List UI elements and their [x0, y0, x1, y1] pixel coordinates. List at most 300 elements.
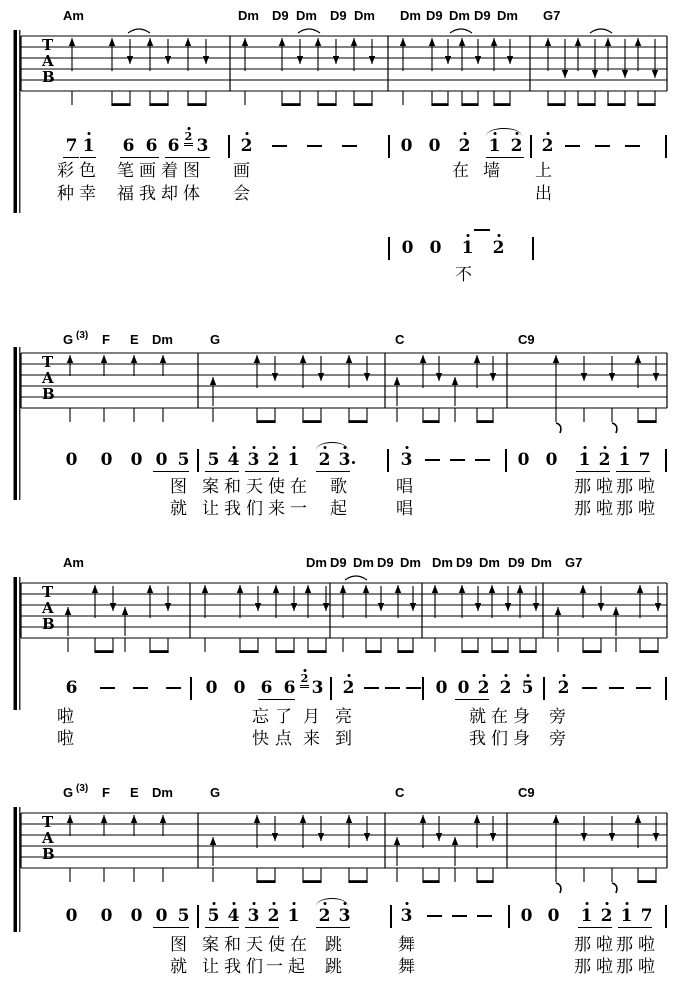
lyric-syllable: 来: [303, 729, 320, 749]
chord-label: Am: [63, 8, 84, 23]
jianpu-note: 3: [196, 136, 209, 156]
tab-clef-letter: B: [42, 68, 55, 86]
chord-label: D9: [272, 8, 289, 23]
lyric-syllable: 不: [455, 265, 472, 285]
lyric-syllable: 舞: [398, 957, 415, 977]
lyric-syllable: 种: [57, 184, 74, 204]
jianpu-note: 1: [82, 136, 95, 156]
lyric-syllable: 天: [246, 935, 263, 955]
octave-dot: [232, 902, 235, 905]
jianpu-note: 6: [167, 136, 180, 156]
lyric-syllable: 福: [117, 184, 134, 204]
jianpu-dash: [385, 687, 400, 689]
up-arrowhead-icon: [202, 585, 208, 593]
tab-clef-letter: B: [42, 845, 55, 863]
up-arrowhead-icon: [580, 585, 586, 593]
jianpu-note: 2: [598, 450, 611, 470]
chord-label: C: [395, 785, 405, 800]
octave-dot: [466, 234, 469, 237]
jianpu-beam-underline: [578, 927, 612, 928]
chord-label: G7: [543, 8, 561, 23]
jianpu-note: 0: [400, 136, 413, 156]
chord-label: (3): [76, 783, 89, 794]
up-arrowhead-icon: [147, 38, 153, 46]
tie-arc: [345, 576, 367, 580]
up-arrowhead-icon: [131, 355, 137, 363]
jianpu-note: 1: [287, 906, 300, 926]
jianpu-barline: [505, 449, 507, 472]
down-arrowhead-icon: [533, 603, 539, 611]
tab-clef-letter: T: [42, 36, 54, 54]
up-arrowhead-icon: [346, 355, 352, 363]
up-arrowhead-icon: [395, 585, 401, 593]
tie-arc: [128, 29, 150, 33]
up-arrowhead-icon: [185, 38, 191, 46]
jianpu-note: 0: [130, 906, 143, 926]
eighth-beam: [149, 103, 168, 106]
jianpu-note: 0: [429, 238, 442, 258]
octave-dot: [232, 446, 235, 449]
octave-dot: [347, 674, 350, 677]
lyric-syllable: 图: [183, 161, 200, 181]
up-arrowhead-icon: [420, 355, 426, 363]
octave-dot: [272, 902, 275, 905]
lyric-syllable: 那: [574, 477, 591, 497]
lyric-syllable: 啦: [638, 499, 655, 519]
jianpu-note: 3: [311, 678, 324, 698]
jianpu-note: 0: [65, 906, 78, 926]
jianpu-note: 0: [547, 906, 560, 926]
jianpu-note: 3: [338, 906, 351, 926]
jianpu-barline: [665, 677, 667, 700]
eighth-flag: [556, 883, 561, 893]
lyric-syllable: 起: [288, 957, 305, 977]
lyric-syllable: 起: [330, 499, 347, 519]
eighth-beam: [302, 880, 321, 883]
eighth-beam: [476, 880, 493, 883]
lyric-syllable: 那: [574, 499, 591, 519]
jianpu-beam-underline: [120, 157, 159, 158]
lyric-syllable: 那: [616, 499, 633, 519]
chord-label: C: [395, 332, 405, 347]
jianpu-note: 2: [600, 906, 613, 926]
down-arrowhead-icon: [436, 373, 442, 381]
lyric-syllable: 歌: [330, 477, 347, 497]
octave-dot: [292, 902, 295, 905]
eighth-beam: [256, 420, 275, 423]
jianpu-note: 0: [428, 136, 441, 156]
down-arrowhead-icon: [592, 70, 598, 78]
lyric-syllable: 却: [161, 184, 178, 204]
chord-label: C9: [518, 785, 535, 800]
down-arrowhead-icon: [581, 373, 587, 381]
chord-label: (3): [76, 330, 89, 341]
lyric-syllable: 就: [469, 707, 486, 727]
down-arrowhead-icon: [655, 603, 661, 611]
down-arrowhead-icon: [364, 373, 370, 381]
octave-dot: [463, 132, 466, 135]
lyric-syllable: 啦: [638, 935, 655, 955]
jianpu-note: 1: [461, 238, 474, 258]
eighth-beam: [519, 650, 536, 653]
lyric-syllable: 啦: [638, 957, 655, 977]
lyric-syllable: 快: [252, 729, 269, 749]
up-arrowhead-icon: [69, 38, 75, 46]
chord-label: G: [63, 785, 74, 800]
down-arrowhead-icon: [490, 833, 496, 841]
jianpu-dash: [450, 459, 465, 461]
down-arrowhead-icon: [507, 56, 513, 64]
up-arrowhead-icon: [517, 585, 523, 593]
up-arrowhead-icon: [474, 815, 480, 823]
jianpu-dash: [595, 145, 610, 147]
chord-label: E: [130, 785, 139, 800]
octave-dot: [605, 902, 608, 905]
down-arrowhead-icon: [255, 603, 261, 611]
up-arrowhead-icon: [432, 585, 438, 593]
jianpu-note: 2: [499, 678, 512, 698]
octave-dot: [245, 132, 248, 135]
up-arrowhead-icon: [92, 585, 98, 593]
jianpu-note: 5: [207, 906, 220, 926]
up-arrowhead-icon: [67, 355, 73, 363]
down-arrowhead-icon: [369, 56, 375, 64]
jianpu-note: 1: [578, 450, 591, 470]
octave-dot: [546, 132, 549, 135]
lyric-syllable: 忘: [252, 707, 269, 727]
lyric-syllable: 在: [290, 935, 307, 955]
down-arrowhead-icon: [203, 56, 209, 64]
lyric-syllable: 旁: [549, 707, 566, 727]
chord-label: G: [210, 785, 221, 800]
lyric-syllable: 点: [275, 729, 292, 749]
octave-dot: [585, 902, 588, 905]
lyric-syllable: 那: [616, 477, 633, 497]
chord-label: E: [130, 332, 139, 347]
tab-clef-letter: B: [42, 615, 55, 633]
lyric-syllable: 和: [224, 935, 241, 955]
lyric-syllable: 使: [268, 477, 285, 497]
eighth-beam: [422, 880, 439, 883]
lyric-syllable: 那: [616, 935, 633, 955]
chord-label: D9: [508, 555, 525, 570]
down-arrowhead-icon: [652, 70, 658, 78]
jianpu-dash: [565, 145, 580, 147]
lyric-syllable: 墙: [483, 161, 500, 181]
lyric-syllable: 旁: [549, 729, 566, 749]
octave-dot: [504, 674, 507, 677]
eighth-flag: [556, 423, 561, 433]
eighth-beam: [607, 103, 625, 106]
up-arrowhead-icon: [394, 837, 400, 845]
jianpu-beam-underline: [63, 157, 79, 158]
lyric-syllable: 啦: [57, 707, 74, 727]
jianpu-beam-underline: [316, 471, 350, 472]
jianpu-note: 2: [342, 678, 355, 698]
lyric-syllable: 上: [535, 161, 552, 181]
lyric-syllable: 图: [170, 477, 187, 497]
jianpu-grace-note: 2: [300, 673, 309, 688]
up-arrowhead-icon: [254, 815, 260, 823]
down-arrowhead-icon: [445, 56, 451, 64]
lyric-syllable: 在: [290, 477, 307, 497]
chord-label: Dm: [432, 555, 453, 570]
up-arrowhead-icon: [553, 355, 559, 363]
jianpu-barline: [228, 135, 230, 158]
system-brace-thick: [14, 577, 18, 710]
down-arrowhead-icon: [318, 833, 324, 841]
jianpu-beam-underline: [245, 927, 279, 928]
octave-dot: [405, 902, 408, 905]
jianpu-note: 5: [177, 450, 190, 470]
lyric-syllable: 啦: [596, 957, 613, 977]
up-arrowhead-icon: [346, 815, 352, 823]
jianpu-barline: [330, 677, 332, 700]
eighth-flag: [612, 883, 617, 893]
jianpu-barline: [665, 449, 667, 472]
jianpu-dash: [406, 687, 421, 689]
lyric-syllable: 跳: [325, 957, 342, 977]
octave-dot: [526, 674, 529, 677]
jianpu-barline: [665, 905, 667, 928]
jianpu-note: 6: [65, 678, 78, 698]
jianpu-note: 0: [545, 450, 558, 470]
jianpu-beam-underline: [258, 699, 295, 700]
lyric-syllable: 唱: [396, 477, 413, 497]
lyric-syllable: 亮: [335, 707, 352, 727]
chord-label: G: [210, 332, 221, 347]
lyric-syllable: 色: [79, 161, 96, 181]
eighth-flag: [612, 423, 617, 433]
down-arrowhead-icon: [609, 833, 615, 841]
up-arrowhead-icon: [635, 38, 641, 46]
chord-label: D9: [330, 8, 347, 23]
eighth-beam: [637, 420, 656, 423]
jianpu-note: 6: [145, 136, 158, 156]
down-arrowhead-icon: [653, 833, 659, 841]
jianpu-dash: [427, 915, 442, 917]
eighth-beam: [149, 650, 168, 653]
octave-dot: [272, 446, 275, 449]
tab-clef-letter: T: [42, 813, 54, 831]
jianpu-note: 6: [122, 136, 135, 156]
jianpu-note: 3: [247, 906, 260, 926]
down-arrowhead-icon: [475, 603, 481, 611]
tab-clef-letter: A: [42, 829, 54, 847]
system-brace-thick: [14, 807, 18, 932]
chord-label: D9: [377, 555, 394, 570]
jianpu-note: 4: [227, 906, 240, 926]
octave-dot: [405, 446, 408, 449]
up-arrowhead-icon: [605, 38, 611, 46]
jianpu-dash: [342, 145, 357, 147]
jianpu-dash: [364, 687, 379, 689]
down-arrowhead-icon: [272, 833, 278, 841]
tab-clef-letter: A: [42, 599, 54, 617]
up-arrowhead-icon: [279, 38, 285, 46]
up-arrowhead-icon: [101, 355, 107, 363]
down-arrowhead-icon: [333, 56, 339, 64]
eighth-beam: [94, 650, 113, 653]
lyric-syllable: 唱: [396, 499, 413, 519]
octave-dot: [187, 127, 190, 130]
lyric-syllable: 会: [233, 184, 250, 204]
eighth-beam: [187, 103, 206, 106]
jianpu-beam-underline: [316, 927, 350, 928]
jianpu-note: 2: [477, 678, 490, 698]
jianpu-note: 0: [233, 678, 246, 698]
octave-dot: [303, 669, 306, 672]
chord-label: Dm: [497, 8, 518, 23]
down-arrowhead-icon: [505, 603, 511, 611]
chord-label: Dm: [353, 555, 374, 570]
lyric-syllable: 月: [303, 707, 320, 727]
jianpu-note: 4: [227, 450, 240, 470]
octave-dot: [623, 446, 626, 449]
lyric-syllable: 幸: [79, 184, 96, 204]
jianpu-note: 2: [458, 136, 471, 156]
eighth-beam: [256, 880, 275, 883]
jianpu-note: 0: [65, 450, 78, 470]
jianpu-note: 0: [130, 450, 143, 470]
lyric-syllable: 就: [170, 499, 187, 519]
jianpu-beam-underline: [80, 157, 96, 158]
eighth-beam: [281, 103, 300, 106]
eighth-beam: [111, 103, 130, 106]
lyric-syllable: 来: [268, 499, 285, 519]
jianpu-beam-underline: [205, 927, 239, 928]
up-arrowhead-icon: [210, 837, 216, 845]
up-arrowhead-icon: [474, 355, 480, 363]
jianpu-note: 2: [267, 450, 280, 470]
jianpu-barline: [197, 905, 199, 928]
jianpu-note: 0: [435, 678, 448, 698]
jianpu-note: 7: [638, 450, 651, 470]
jianpu-note: 6: [283, 678, 296, 698]
chord-label: Dm: [354, 8, 375, 23]
up-arrowhead-icon: [420, 815, 426, 823]
up-arrowhead-icon: [340, 585, 346, 593]
octave-dot: [292, 446, 295, 449]
lyric-syllable: 案: [202, 935, 219, 955]
jianpu-dash: [477, 915, 492, 917]
jianpu-barline: [388, 135, 390, 158]
lyric-syllable: 画: [139, 161, 156, 181]
eighth-beam: [476, 420, 493, 423]
jianpu-beam-underline: [153, 471, 189, 472]
up-arrowhead-icon: [363, 585, 369, 593]
lyric-syllable: 那: [616, 957, 633, 977]
eighth-beam: [275, 650, 294, 653]
chord-label: Dm: [479, 555, 500, 570]
eighth-beam: [639, 650, 658, 653]
chord-label: Am: [63, 555, 84, 570]
jianpu-note: 3: [338, 450, 351, 470]
jianpu-barline: [508, 905, 510, 928]
up-arrowhead-icon: [635, 355, 641, 363]
jianpu-note: 2: [318, 906, 331, 926]
lyric-syllable: 身: [513, 707, 530, 727]
jianpu-beam-underline: [618, 927, 652, 928]
chord-label: G: [63, 332, 74, 347]
jianpu-dash: [625, 145, 640, 147]
up-arrowhead-icon: [553, 815, 559, 823]
jianpu-note: 6: [260, 678, 273, 698]
up-arrowhead-icon: [459, 38, 465, 46]
eighth-beam: [547, 103, 565, 106]
down-arrowhead-icon: [475, 56, 481, 64]
lyric-syllable: 我: [139, 184, 156, 204]
jianpu-dash: [452, 915, 467, 917]
lyric-syllable: 们: [491, 729, 508, 749]
eighth-beam: [582, 650, 601, 653]
jianpu-note: 2: [557, 678, 570, 698]
jianpu-note: 1: [620, 906, 633, 926]
tab-clef-letter: T: [42, 353, 54, 371]
down-arrowhead-icon: [318, 373, 324, 381]
up-arrowhead-icon: [305, 585, 311, 593]
up-arrowhead-icon: [147, 585, 153, 593]
jianpu-dash: [636, 687, 651, 689]
down-arrowhead-icon: [598, 603, 604, 611]
up-arrowhead-icon: [452, 377, 458, 385]
lyric-syllable: 天: [246, 477, 263, 497]
jianpu-note: 5: [207, 450, 220, 470]
lyric-syllable: 了: [275, 707, 292, 727]
up-arrowhead-icon: [452, 837, 458, 845]
lyric-syllable: 我: [224, 957, 241, 977]
lyric-syllable: 们: [246, 957, 263, 977]
jianpu-grace-note: 2: [184, 131, 193, 146]
chord-label: F: [102, 785, 110, 800]
lyric-syllable: 一: [290, 499, 307, 519]
octave-dot: [497, 234, 500, 237]
jianpu-beam-underline: [205, 471, 239, 472]
jianpu-note: 5: [521, 678, 534, 698]
up-arrowhead-icon: [635, 815, 641, 823]
eighth-beam: [365, 650, 381, 653]
jianpu-barline: [532, 237, 534, 260]
jianpu-barline: [665, 135, 667, 158]
octave-dot: [562, 674, 565, 677]
lyric-syllable: 让: [202, 499, 219, 519]
up-arrowhead-icon: [300, 355, 306, 363]
chord-label: D9: [426, 8, 443, 23]
up-arrowhead-icon: [613, 607, 619, 615]
jianpu-note: 1: [488, 136, 501, 156]
eighth-beam: [637, 103, 655, 106]
eighth-beam: [461, 650, 478, 653]
jianpu-dash: [133, 687, 148, 689]
jianpu-note: 2: [318, 450, 331, 470]
octave-dot: [252, 902, 255, 905]
up-arrowhead-icon: [351, 38, 357, 46]
eighth-beam: [493, 103, 510, 106]
lyric-syllable: 啦: [57, 729, 74, 749]
lyric-syllable: 身: [513, 729, 530, 749]
lyric-syllable: 啦: [596, 499, 613, 519]
lyric-syllable: 那: [574, 935, 591, 955]
up-arrowhead-icon: [459, 585, 465, 593]
up-arrowhead-icon: [315, 38, 321, 46]
down-arrowhead-icon: [364, 833, 370, 841]
lyric-syllable: 啦: [596, 935, 613, 955]
chord-label: F: [102, 332, 110, 347]
down-arrowhead-icon: [581, 833, 587, 841]
lyric-syllable: 使: [268, 935, 285, 955]
lyric-syllable: 案: [202, 477, 219, 497]
chord-label: Dm: [306, 555, 327, 570]
